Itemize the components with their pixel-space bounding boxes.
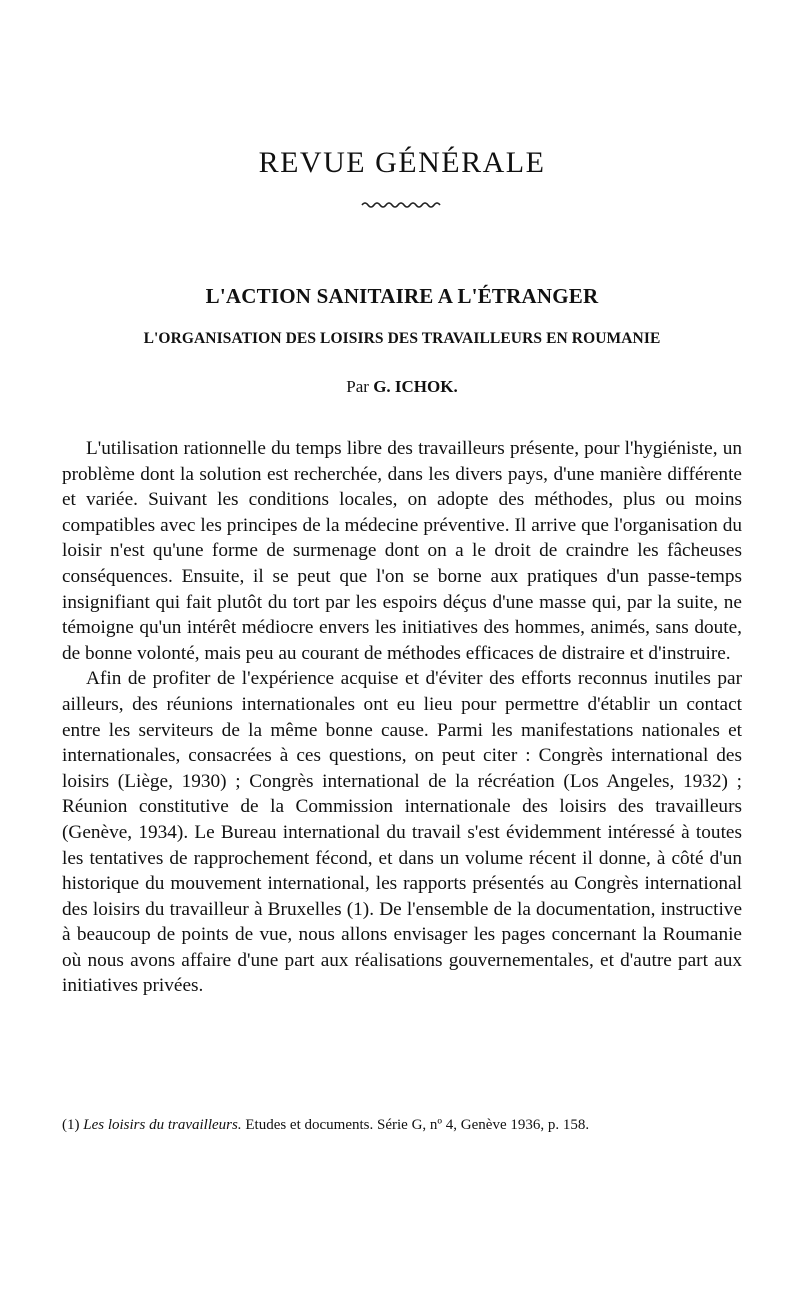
journal-page [62,0,742,1304]
footnote-marker: (1) [62,1117,80,1133]
wavy-ornament [360,199,444,211]
footnote [62,1115,742,1135]
footnote-text: Etudes et documents. Série G, nº 4, Genève 1936, p. 158. [245,1117,590,1133]
author-name: G. ICHOK. [373,377,458,396]
footnote-title: Les loisirs du travailleurs. [83,1117,242,1133]
paragraph: L'utilisation rationnelle du temps libre des travailleurs présente, pour l'hygiéniste, un problème dont la solution est recherchée, dans les divers pays, d'une manière différente et variée. Suivant les conditions locales, on adopte des méthodes, plus ou moins compatibles avec les principes de la médecine préventive. Il arrive que l'organisation du loisir n'est qu'une forme de surmenage dont on a le droit de craindre les fâcheuses conséquences. Ensuite, il se peut que l'on se borne aux pratiques d'un passe-temps insignifiant qui fait plutôt du tort par les espoirs déçus d'une masse qui, par la suite, ne témoigne qu'un intérêt médiocre envers les initiatives des hommes, animés, sans doute, de bonne volonté, mais peu au courant de méthodes efficaces de distraire et d'instruire. [62,438,742,664]
byline [62,377,742,397]
article-body [62,436,742,999]
article-subtitle: L'ORGANISATION DES LOISIRS DES TRAVAILLEURS EN ROUMANIE [143,330,661,347]
paragraph: Afin de profiter de l'expérience acquise et d'éviter des efforts reconnus inutiles par ailleurs, des réunions internationales ont eu lieu pour permettre d'établir un contact entre les serviteurs de la même bonne cause. Parmi les manifestations nationales et internationales, consacrées à ces questions, on peut citer : Congrès international des loisirs (Liège, 1930) ; Congrès international de la récréation (Los Angeles, 1932) ; Réunion constitutive de la Commission internationale des loisirs des travailleurs (Genève, 1934). Le Bureau international du travail s'est évidemment intéressé à toutes les tentatives de rapprochement fécond, et dans un volume récent il donne, à côté d'un historique du mouvement international, les rapports présentés au Congrès international des loisirs du travailleur à Bruxelles (1). De l'ensemble de la documentation, instructive à beaucoup de points de vue, nous allons envisager les pages concernant la Roumanie où nous avons affaire d'une part aux réalisations gouvernementales, et d'autre part aux initiatives privées. [62,668,742,997]
byline-prefix: Par [346,377,369,396]
article-title: L'ACTION SANITAIRE A L'ÉTRANGER [205,284,599,308]
section-title: REVUE GÉNÉRALE [258,146,546,179]
